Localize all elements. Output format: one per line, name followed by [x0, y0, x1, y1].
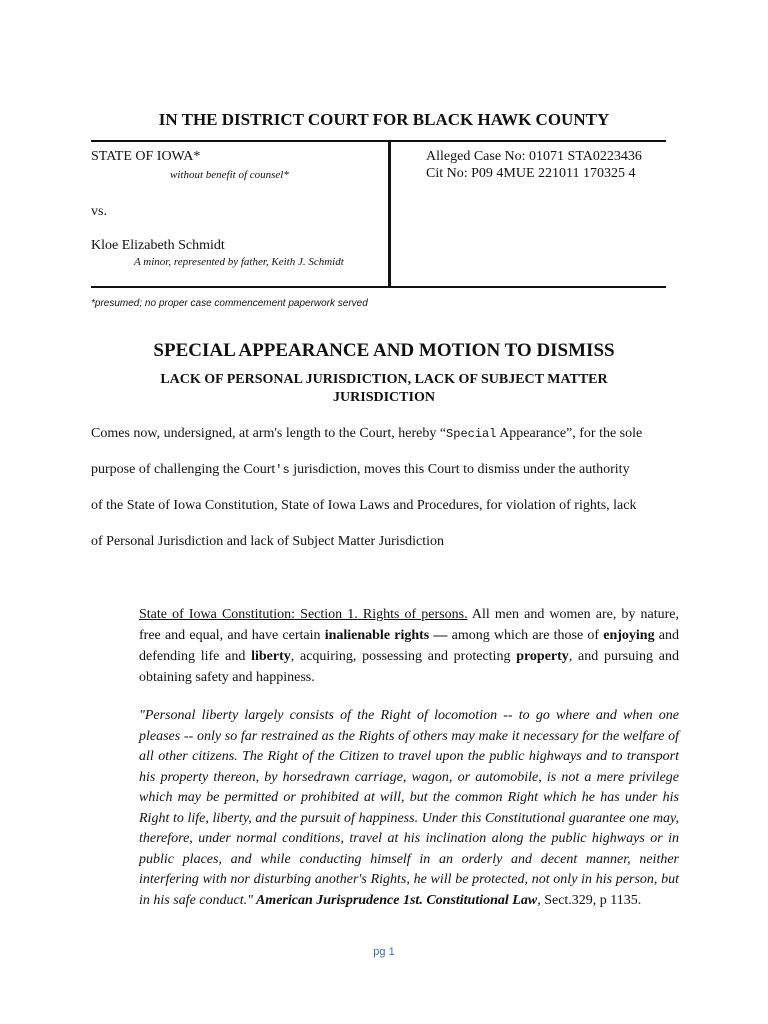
document-subtitle-line1: LACK OF PERSONAL JURISDICTION, LACK OF SUBJECT MATTER: [160, 372, 608, 387]
intro-line-1: Comes now, undersigned, at arm's length to the Court, hereby “Special Appearance”, for the sole: [91, 426, 643, 441]
caption-footnote: *presumed; no proper case commencement paperwork served: [91, 298, 368, 309]
court-title: IN THE DISTRICT COURT FOR BLACK HAWK COUNTY: [158, 110, 610, 129]
citation-number: Cit No: P09 4MUE 221011 170325 4: [426, 166, 636, 181]
intro-line-4: of Personal Jurisdiction and lack of Subject Matter Jurisdiction: [91, 534, 445, 549]
intro-line-2: purpose of challenging the Court's jurisdiction, moves this Court to dismiss under the authority: [91, 462, 630, 477]
document-subtitle-line2: JURISDICTION: [333, 390, 435, 405]
intro-line-3: of the State of Iowa Constitution, State of Iowa Laws and Procedures, for violation of rights, lack: [91, 498, 637, 513]
quote-source: American Jurisprudence 1st. Constitutional Law: [252, 892, 538, 908]
case-number: Alleged Case No: 01071 STA0223436: [426, 149, 642, 164]
caption-top-rule: [91, 140, 666, 142]
quote-cite: , Sect.329, p 1135.: [537, 892, 642, 908]
defendant-name: Kloe Elizabeth Schmidt: [91, 238, 225, 253]
caption-bottom-rule: [91, 286, 666, 288]
constitution-excerpt: State of Iowa Constitution: Section 1. Rights of persons. All men and women are, by nature, free and equal, and have certain inalienable rights — among which are those of enjoying and defending life and liberty, acquiring, possessing and protecting property, and pursuing and obtaining safety and happiness.: [139, 607, 680, 685]
quote-text: "Personal liberty largely consists of the Right of locomotion -- to go where and when one pleases -- only so far restrained as the Rights of others may make it necessary for the welfare of all other citizens. The Right of the Citizen to travel upon the public highways and to transport his property thereon, by horsedrawn carriage, wagon, or automobile, is not a mere privilege which may be permitted or prohibited at will, but the common Right which he has under his Right to life, liberty, and the pursuit of happiness. Under this Constitutional guarantee one may, therefore, under normal conditions, travel at his inclination along the public highways or in public places, and while conducting himself in an orderly and decent manner, neither interfering with nor disturbing another's Rights, he will be protected, not only in his person, but in his safe conduct.": [139, 708, 679, 908]
document-title: SPECIAL APPEARANCE AND MOTION TO DISMISS: [153, 340, 615, 361]
jurisprudence-quote: [139, 706, 679, 911]
versus-label: vs.: [91, 204, 107, 219]
page-number: pg 1: [373, 946, 395, 958]
document-subtitle: [120, 371, 648, 407]
plaintiff-note: without benefit of counsel*: [170, 169, 289, 181]
constitution-heading: State of Iowa Constitution: Section 1. Rights of persons.: [139, 607, 468, 622]
caption-divider: [388, 140, 391, 286]
defendant-note: A minor, represented by father, Keith J. Schmidt: [134, 256, 344, 268]
plaintiff-name: STATE OF IOWA*: [91, 149, 201, 164]
